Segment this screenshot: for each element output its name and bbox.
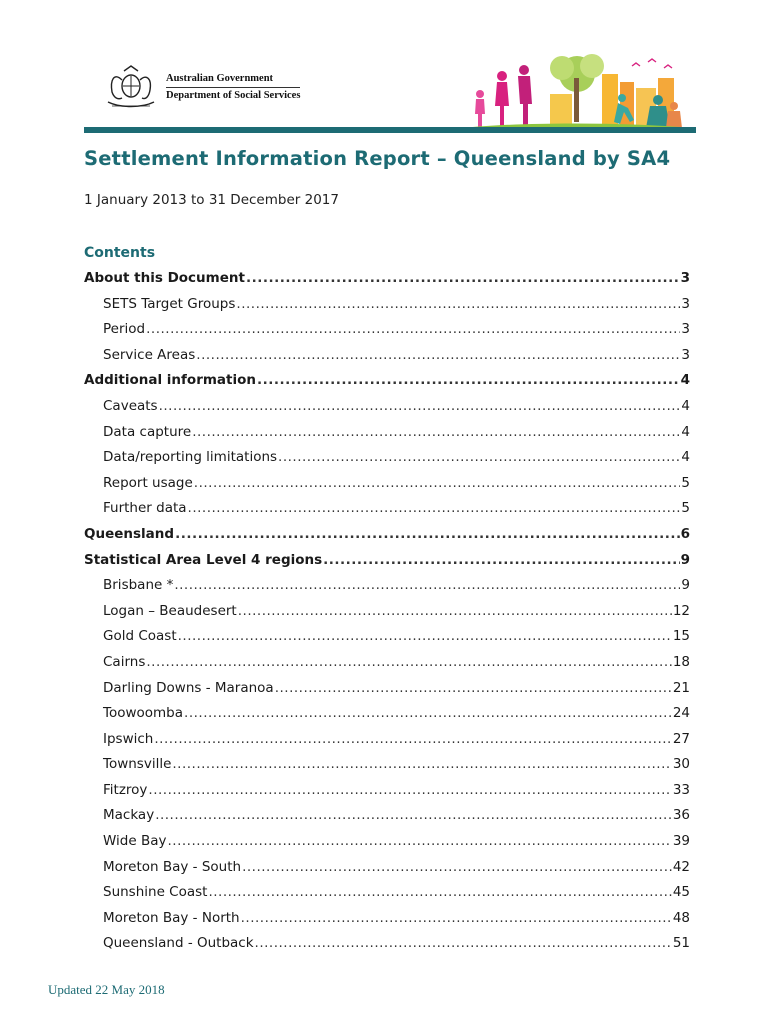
updated-date: Updated 22 May 2018 [48, 982, 165, 997]
toc-leader-dots [257, 372, 680, 388]
toc-leader-dots [194, 475, 681, 491]
toc-entry-label: Wide Bay [103, 833, 167, 850]
toc-leader-dots [208, 884, 671, 900]
toc-entry-label: Mackay [103, 807, 155, 824]
toc-subsection-entry[interactable] [84, 833, 690, 859]
toc-entry-label: Ipswich [103, 730, 154, 747]
toc-leader-dots [275, 680, 672, 696]
toc-entry-page: 45 [672, 884, 690, 901]
document-header [84, 48, 696, 136]
toc-subsection-entry[interactable] [84, 807, 690, 833]
toc-leader-dots [146, 654, 671, 670]
toc-entry-page: 39 [672, 833, 690, 850]
toc-entry-page: 24 [672, 705, 690, 722]
toc-section-entry[interactable] [84, 372, 690, 398]
toc-leader-dots [172, 756, 671, 772]
toc-leader-dots [175, 526, 680, 542]
toc-entry-page: 51 [672, 935, 690, 952]
toc-entry-page: 4 [680, 372, 690, 389]
toc-subsection-entry[interactable] [84, 910, 690, 936]
toc-leader-dots [155, 807, 672, 823]
toc-entry-label: Report usage [103, 474, 193, 491]
toc-leader-dots [188, 500, 681, 516]
toc-subsection-entry[interactable] [84, 321, 690, 347]
toc-entry-page: 33 [672, 781, 690, 798]
toc-entry-label: Darling Downs - Maranoa [103, 679, 274, 696]
toc-leader-dots [238, 603, 672, 619]
toc-section-entry[interactable] [84, 552, 690, 578]
toc-leader-dots [192, 424, 680, 440]
toc-entry-label: Queensland [84, 525, 175, 542]
toc-entry-page: 15 [672, 628, 690, 645]
toc-subsection-entry[interactable] [84, 424, 690, 450]
toc-subsection-entry[interactable] [84, 680, 690, 706]
toc-leader-dots [236, 296, 680, 312]
toc-leader-dots [154, 731, 671, 747]
toc-leader-dots [255, 935, 672, 951]
toc-entry-page: 21 [672, 679, 690, 696]
organisation-name [166, 72, 300, 103]
toc-entry-page: 9 [681, 577, 690, 594]
toc-subsection-entry[interactable] [84, 705, 690, 731]
toc-subsection-entry[interactable] [84, 756, 690, 782]
org-line-2: Department of Social Services [166, 87, 300, 103]
contents-heading: Contents [84, 245, 156, 261]
toc-entry-label: Statistical Area Level 4 regions [84, 551, 323, 568]
toc-entry-page: 48 [672, 909, 690, 926]
toc-entry-page: 12 [672, 602, 690, 619]
table-of-contents [84, 270, 690, 961]
toc-leader-dots [184, 705, 672, 721]
toc-entry-page: 42 [672, 858, 690, 875]
toc-entry-page: 6 [680, 525, 690, 542]
toc-entry-label: Service Areas [103, 346, 196, 363]
toc-leader-dots [278, 449, 680, 465]
toc-entry-label: Additional information [84, 372, 256, 389]
toc-leader-dots [241, 910, 672, 926]
toc-subsection-entry[interactable] [84, 884, 690, 910]
toc-section-entry[interactable] [84, 526, 690, 552]
toc-entry-page: 36 [672, 807, 690, 824]
report-period: 1 January 2013 to 31 December 2017 [84, 192, 339, 208]
toc-subsection-entry[interactable] [84, 475, 690, 501]
toc-entry-label: Data capture [103, 423, 192, 440]
toc-entry-page: 4 [681, 449, 690, 466]
toc-entry-page: 4 [681, 423, 690, 440]
toc-entry-page: 9 [680, 551, 690, 568]
toc-entry-page: 5 [681, 500, 690, 517]
toc-subsection-entry[interactable] [84, 654, 690, 680]
toc-subsection-entry[interactable] [84, 628, 690, 654]
toc-subsection-entry[interactable] [84, 577, 690, 603]
toc-entry-page: 30 [672, 756, 690, 773]
toc-entry-label: Gold Coast [103, 628, 177, 645]
toc-entry-label: Caveats [103, 397, 158, 414]
toc-entry-label: Moreton Bay - South [103, 858, 242, 875]
toc-leader-dots [159, 398, 681, 414]
toc-entry-label: Brisbane * [103, 577, 174, 594]
coat-of-arms-icon [102, 62, 160, 114]
toc-leader-dots [146, 321, 680, 337]
toc-leader-dots [148, 782, 671, 798]
toc-subsection-entry[interactable] [84, 449, 690, 475]
toc-leader-dots [246, 270, 680, 286]
toc-leader-dots [174, 577, 680, 593]
toc-subsection-entry[interactable] [84, 935, 690, 961]
toc-entry-label: Further data [103, 500, 187, 517]
toc-entry-label: SETS Target Groups [103, 295, 236, 312]
toc-entry-page: 27 [672, 730, 690, 747]
toc-entry-label: Data/reporting limitations [103, 449, 278, 466]
toc-entry-label: Period [103, 321, 146, 338]
toc-leader-dots [323, 552, 679, 568]
toc-entry-page: 3 [681, 346, 690, 363]
toc-leader-dots [178, 628, 672, 644]
toc-leader-dots [196, 347, 680, 363]
toc-subsection-entry[interactable] [84, 782, 690, 808]
header-rule [84, 127, 696, 133]
toc-entry-label: Sunshine Coast [103, 884, 208, 901]
toc-subsection-entry[interactable] [84, 603, 690, 629]
toc-entry-label: Cairns [103, 653, 146, 670]
toc-leader-dots [168, 833, 672, 849]
org-line-1: Australian Government [166, 73, 274, 84]
toc-subsection-entry[interactable] [84, 296, 690, 322]
toc-subsection-entry[interactable] [84, 398, 690, 424]
toc-entry-page: 3 [680, 270, 690, 286]
toc-subsection-entry[interactable] [84, 731, 690, 757]
toc-entry-label: Moreton Bay - North [103, 909, 240, 926]
toc-entry-page: 4 [681, 397, 690, 414]
page-title: Settlement Information Report – Queensland by SA4 [84, 147, 671, 170]
toc-entry-page: 18 [672, 653, 690, 670]
families-illustration-icon [462, 48, 694, 130]
toc-entry-page: 5 [681, 474, 690, 491]
toc-entry-label: Queensland - Outback [103, 935, 254, 952]
toc-entry-label: Toowoomba [103, 705, 184, 722]
toc-entry-page: 3 [681, 295, 690, 312]
toc-entry-page: 3 [681, 321, 690, 338]
toc-entry-label: About this Document [84, 270, 245, 286]
toc-leader-dots [242, 859, 672, 875]
toc-subsection-entry[interactable] [84, 347, 690, 373]
toc-entry-label: Townsville [103, 756, 172, 773]
toc-subsection-entry[interactable] [84, 500, 690, 526]
toc-section-entry[interactable] [84, 270, 690, 296]
toc-entry-label: Logan – Beaudesert [103, 602, 237, 619]
toc-entry-label: Fitzroy [103, 781, 148, 798]
toc-subsection-entry[interactable] [84, 859, 690, 885]
